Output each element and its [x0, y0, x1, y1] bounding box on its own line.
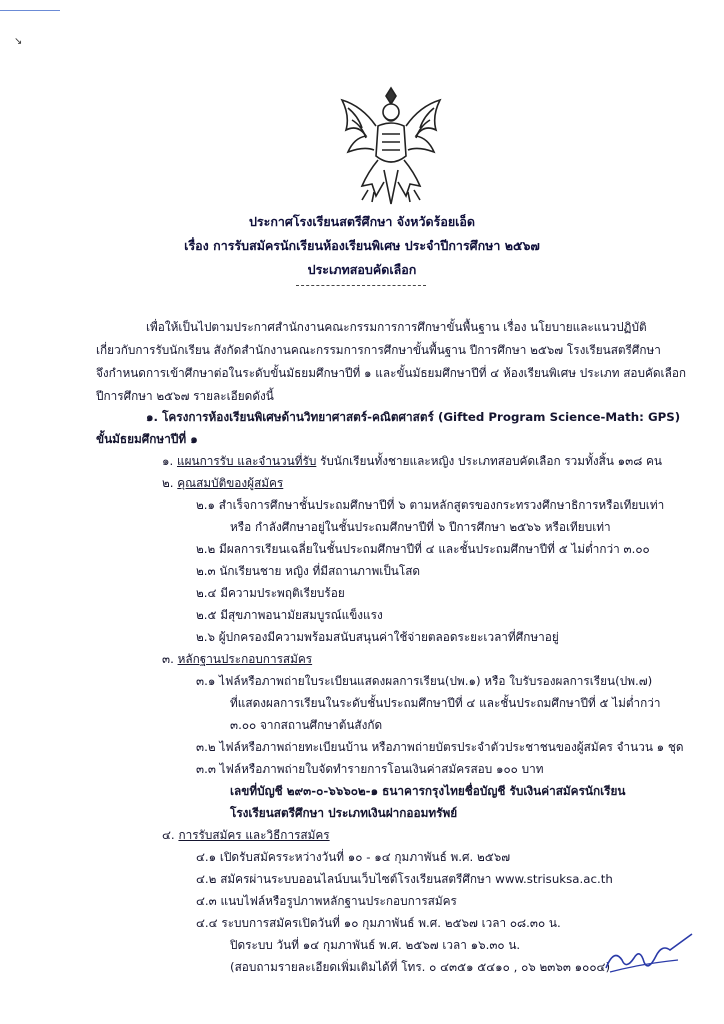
section-2-number: ๒. — [162, 476, 174, 490]
scan-mark: ↘ — [14, 36, 23, 47]
section-1-text: รับนักเรียนทั้งชายและหญิง ประเภทสอบคัดเลือก รวมทั้งสิ้น ๑๓๘ คน — [316, 454, 662, 468]
scan-edge-line — [0, 10, 60, 11]
intro-line-4: ปีการศึกษา ๒๕๖๗ รายละเอียดดังนี้ — [96, 389, 274, 403]
section-2-item: ๒.๖ ผู้ปกครองมีความพร้อมสนับสนุนค่าใช้จ่ายตลอดระยะเวลาที่ศึกษาอยู่ — [196, 630, 559, 644]
section-4-item: ๔.๓ แนบไฟล์หรือรูปภาพหลักฐานประกอบการสมัคร — [196, 894, 457, 908]
section-4-label: การรับสมัคร และวิธีการสมัคร — [178, 828, 330, 842]
signature-icon — [600, 930, 696, 980]
section-4-item: ๔.๑ เปิดรับสมัครระหว่างวันที่ ๑๐ - ๑๔ กุมภาพันธ์ พ.ศ. ๒๕๖๗ — [196, 850, 511, 864]
program-level: ขั้นมัธยมศึกษาปีที่ ๑ — [96, 432, 198, 446]
section-2-heading — [162, 474, 283, 493]
section-3-item: ๓.๓ ไฟล์หรือภาพถ่ายใบจัดทำรายการโอนเงินค่าสมัครสอบ ๑๐๐ บาท — [196, 762, 544, 776]
section-2-label: คุณสมบัติของผู้สมัคร — [177, 476, 284, 490]
section-3-number: ๓. — [162, 652, 174, 666]
section-2-item: ๒.๒ มีผลการเรียนเฉลี่ยในชั้นประถมศึกษาปีที่ ๔ และชั้นประถมศึกษาปีที่ ๕ ไม่ต่ำกว่า ๓.๐๐ — [196, 542, 650, 556]
section-3-item: ที่แสดงผลการเรียนในระดับชั้นประถมศึกษาปีที่ ๔ และชั้นประถมศึกษาปีที่ ๕ ไม่ต่ำกว่า — [230, 696, 661, 710]
section-4-number: ๔. — [162, 828, 175, 842]
announcement-type: ประเภทสอบคัดเลือก — [307, 262, 417, 277]
section-2-item: ๒.๑ สำเร็จการศึกษาชั้นประถมศึกษาปีที่ ๖ ตามหลักสูตรของกระทรวงศึกษาธิการหรือเทียบเท่า — [196, 498, 665, 512]
section-4-item: ปิดระบบ วันที่ ๑๔ กุมภาพันธ์ พ.ศ. ๒๕๖๗ เวลา ๑๖.๓๐ น. — [230, 938, 521, 952]
program-title: ๑. โครงการห้องเรียนพิเศษด้านวิทยาศาสตร์-คณิตศาสตร์ (Gifted Program Science-Math: GPS) — [146, 410, 681, 424]
section-1 — [162, 452, 662, 471]
intro-line-3: จึงกำหนดการเข้าศึกษาต่อในระดับขั้นมัธยมศึกษาปีที่ ๑ และขั้นมัธยมศึกษาปีที่ ๔ ห้องเรียนพิเศษ ประเภท สอบคัดเลือก — [96, 366, 687, 380]
announcement-title: ประกาศโรงเรียนสตรีศึกษา จังหวัดร้อยเอ็ด — [248, 214, 476, 229]
section-3-heading — [162, 650, 312, 669]
section-1-label: แผนการรับ และจำนวนที่รับ — [177, 454, 317, 468]
section-3-item: ๓.๐๐ จากสถานศึกษาต้นสังกัด — [230, 718, 383, 732]
section-2-item: ๒.๓ นักเรียนชาย หญิง ที่มีสถานภาพเป็นโสด — [196, 564, 421, 578]
bank-account-type: โรงเรียนสตรีศึกษา ประเภทเงินฝากออมทรัพย์ — [230, 806, 458, 820]
section-2-item: ๒.๕ มีสุขภาพอนามัยสมบูรณ์แข็งแรง — [196, 608, 383, 622]
section-3-item: ๓.๒ ไฟล์หรือภาพถ่ายทะเบียนบ้าน หรือภาพถ่ายบัตรประจำตัวประชาชนของผู้สมัคร จำนวน ๑ ชุด — [196, 740, 684, 754]
section-2-item: ๒.๔ มีความประพฤติเรียบร้อย — [196, 586, 345, 600]
section-4-item: ๔.๒ สมัครผ่านระบบออนไลน์บนเว็บไซต์โรงเรียนสตรีศึกษา www.strisuksa.ac.th — [196, 872, 613, 886]
header-divider — [296, 285, 426, 286]
section-2-item: หรือ กำลังศึกษาอยู่ในชั้นประถมศึกษาปีที่ ๖ ปีการศึกษา ๒๕๖๖ หรือเทียบเท่า — [230, 520, 611, 534]
section-4-item: ๔.๔ ระบบการสมัครเปิดวันที่ ๑๐ กุมภาพันธ์ พ.ศ. ๒๕๖๗ เวลา ๐๘.๓๐ น. — [196, 916, 561, 930]
section-4-heading — [162, 826, 330, 845]
section-1-number: ๑. — [162, 454, 174, 468]
intro-line-1: เพื่อให้เป็นไปตามประกาศสำนักงานคณะกรรมการการศึกษาขั้นพื้นฐาน เรื่อง นโยบายและแนวปฏิบัติ — [146, 320, 647, 334]
bank-account-line: เลขที่บัญชี ๒๙๓-๐-๖๖๖๐๒-๑ ธนาคารกรุงไทยชื่อบัญชี รับเงินค่าสมัครนักเรียน — [230, 784, 626, 798]
intro-line-2: เกี่ยวกับการรับนักเรียน สังกัดสำนักงานคณะกรรมการการศึกษาขั้นพื้นฐาน ปีการศึกษา ๒๕๖๗ โรงเรียนสตรีศึกษา — [96, 343, 661, 357]
section-3-label: หลักฐานประกอบการสมัคร — [177, 652, 313, 666]
garuda-emblem-icon — [332, 86, 450, 206]
section-4-contact: (สอบถามรายละเอียดเพิ่มเติมได้ที่ โทร. ๐ ๔๓๕๑ ๕๔๑๐ , ๐๖ ๒๓๖๓ ๑๐๐๔) — [230, 960, 611, 974]
section-3-item: ๓.๑ ไฟล์หรือภาพถ่ายใบระเบียนแสดงผลการเรียน(ปพ.๑) หรือ ใบรับรองผลการเรียน(ปพ.๗) — [196, 674, 653, 688]
announcement-subject: เรื่อง การรับสมัครนักเรียนห้องเรียนพิเศษ ประจำปีการศึกษา ๒๕๖๗ — [184, 238, 540, 253]
